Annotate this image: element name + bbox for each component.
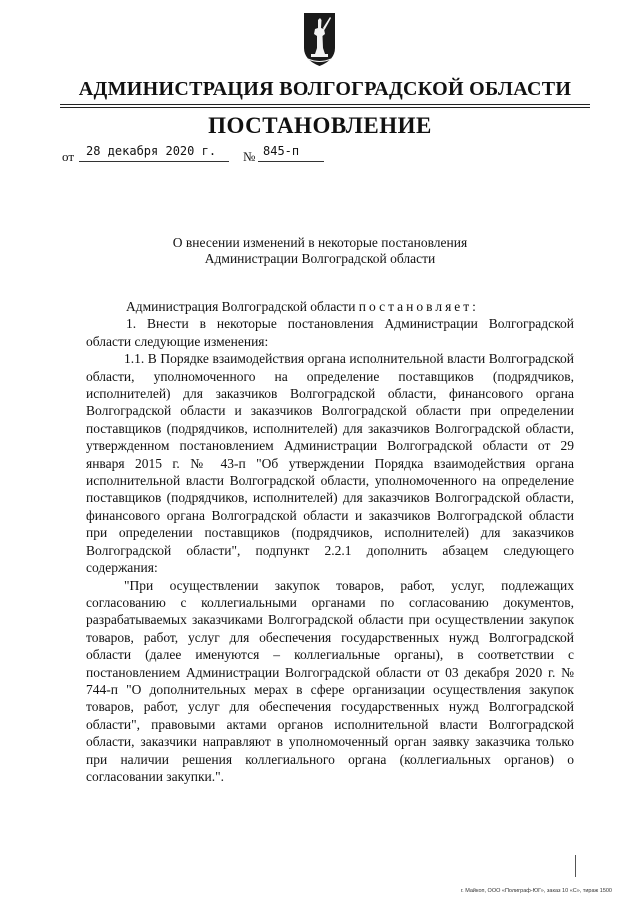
resolves-verb: постановляет:: [358, 299, 479, 314]
quoted-paragraph: "При осуществлении закупок товаров, работ, услуг, подлежащих согласованию с коллегиальными органами по согласованию документов, разрабатываемых заказчиками Волгоградской области при осуществлении закупок товаров, работ, услуг для обеспечения государственных нужд Волгоградской области (далее именуются – коллегиальные органы), в соответствии с постановлением Администрации Волгоградской области от 03 декабря 2020 г. № 744-п "О дополнительных мерах в сфере организации осуществления закупок товаров, работ, услуг для обеспечения государственных нужд Волгоградской области", правовыми актами органов исполнительной власти Волгоградской области, заказчики направляют в уполномоченный орган заявку заказчика только при наличии решения коллегиального органа (коллегиальных органов) о согласовании закупки.".: [86, 577, 574, 784]
organization-title: АДМИНИСТРАЦИЯ ВОЛГОГРАДСКОЙ ОБЛАСТИ: [78, 78, 572, 100]
header-divider: [60, 104, 590, 108]
document-body: [86, 298, 574, 785]
document-type: ПОСТАНОВЛЕНИЕ: [208, 113, 432, 138]
subject-line-2: Администрации Волгоградской области: [204, 251, 436, 266]
coat-of-arms-emblem: [303, 12, 336, 67]
number-value: 845-п: [263, 144, 300, 158]
number-underline: [258, 161, 324, 162]
intro-paragraph: [86, 298, 574, 315]
intro-text: Администрация Волгоградской области: [126, 299, 359, 314]
scan-mark: [575, 855, 576, 877]
date-label: от: [62, 149, 75, 164]
printer-footer: г. Майкоп, ООО «Полиграф-ЮГ», заказ 10 «С», тираж 1500: [460, 888, 612, 894]
number-label: №: [243, 149, 256, 164]
paragraph-1: 1. Внести в некоторые постановления Администрации Волгоградской области следующие изменения:: [86, 316, 574, 349]
subject-line-1: О внесении изменений в некоторые постановления: [172, 235, 468, 250]
paragraph-1-1: 1.1. В Порядке взаимодействия органа исполнительной власти Волгоградской области, уполномоченного на определение поставщиков (подрядчиков, исполнителей) для заказчиков Волгоградской области, финансового органа Волгоградской области и заказчиков Волгоградской области при определении поставщиков (подрядчиков, исполнителей) для заказчиков Волгоградской области, утвержденном постановлением Администрации Волгоградской области от 29 января 2015 г. № 43-п "Об утверждении Порядка взаимодействия органа исполнительной власти Волгоградской области, уполномоченного на определение поставщиков (подрядчиков, исполнителей) для заказчиков Волгоградской области, финансового органа Волгоградской области и заказчиков Волгоградской области при определении поставщиков (подрядчиков, исполнителей) для заказчиков Волгоградской области", подпункт 2.2.1 дополнить абзацем следующего содержания:: [86, 351, 574, 576]
document-subject: [0, 235, 640, 267]
date-underline: [79, 161, 229, 162]
date-value: 28 декабря 2020 г.: [86, 144, 217, 158]
